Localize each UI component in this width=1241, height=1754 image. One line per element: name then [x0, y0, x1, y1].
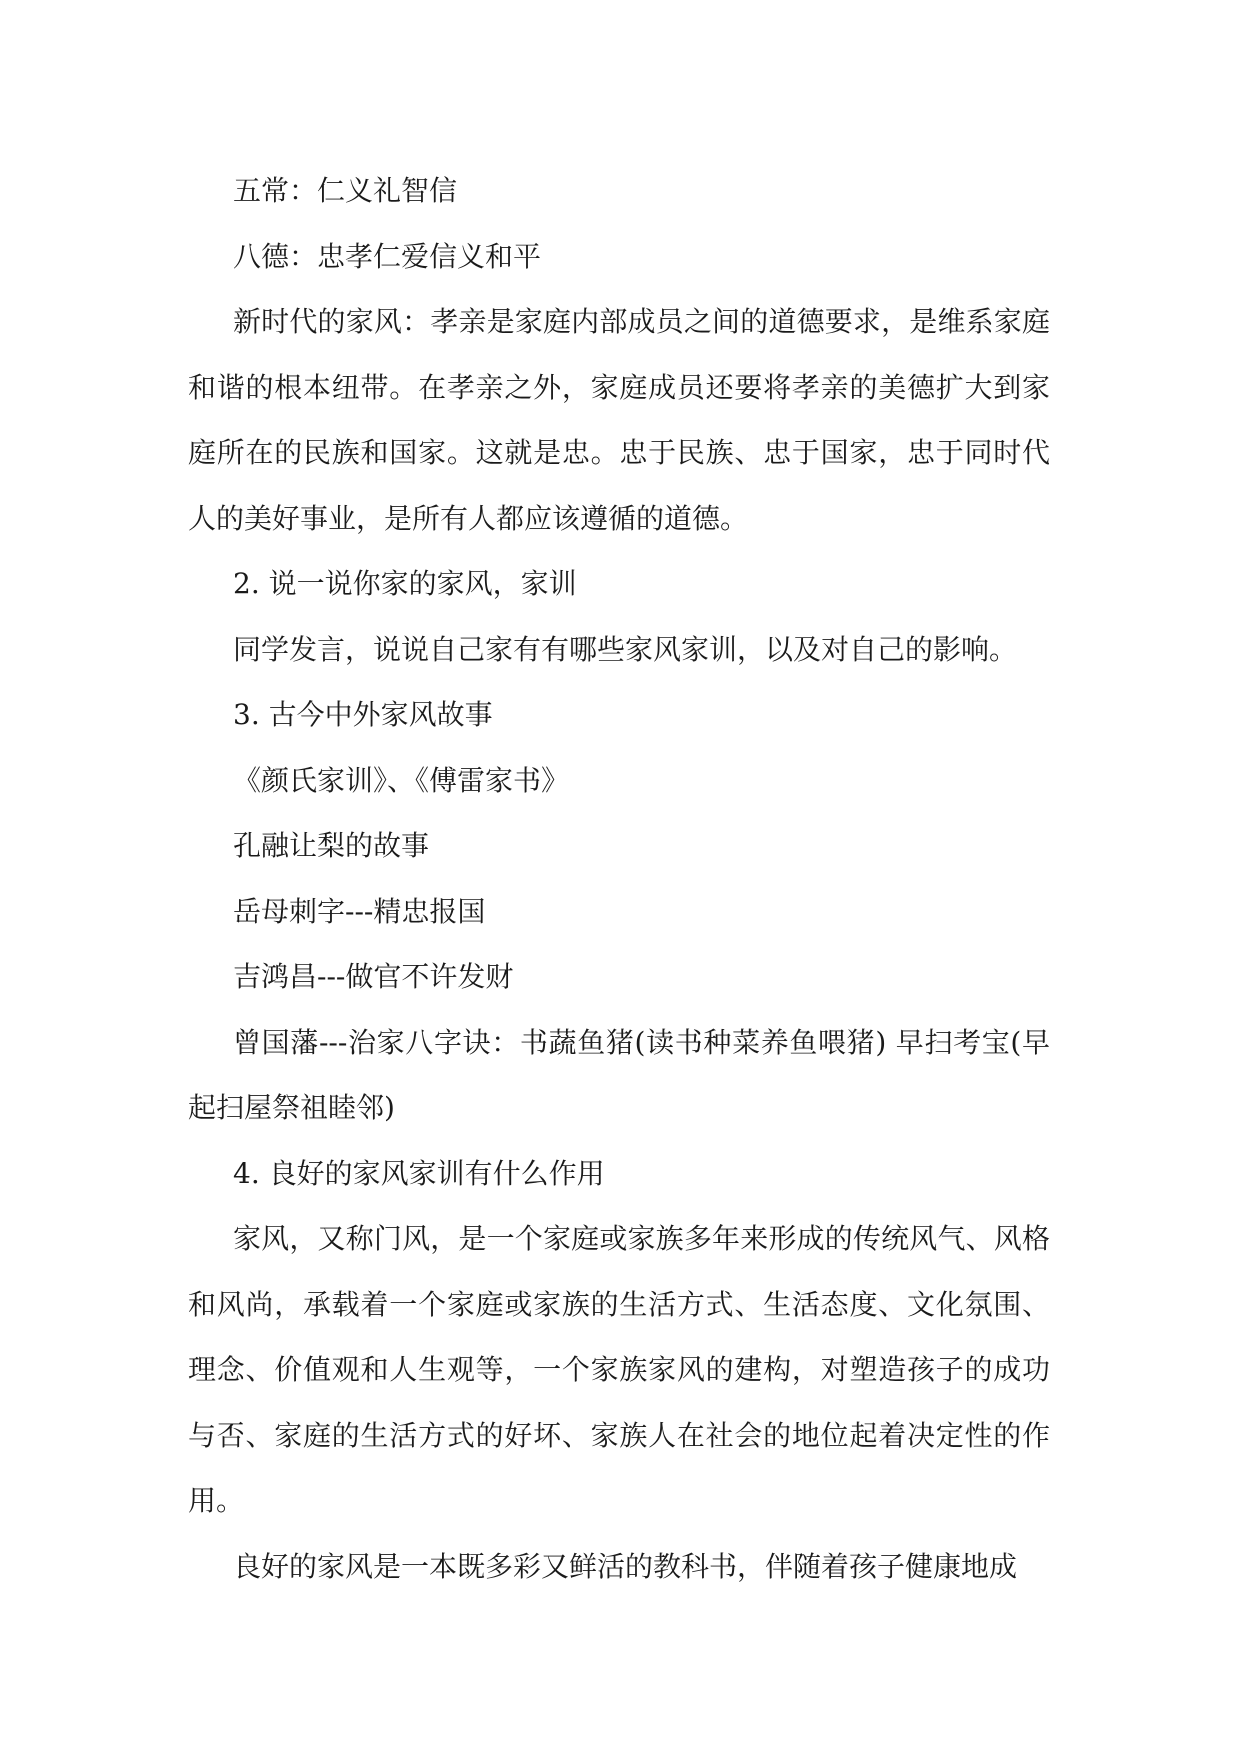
paragraph-good-family-style: 良好的家风是一本既多彩又鲜活的教科书，伴随着孩子健康地成 — [233, 1549, 1018, 1583]
paragraph-story-jihongchang: 吉鸿昌---做官不许发财 — [233, 960, 514, 993]
heading-item-4: 4. 良好的家风家训有什么作用 — [233, 1156, 605, 1190]
document-page — [188, 158, 1050, 1599]
paragraph-student-speech: 同学发言，说说自己家有有哪些家风家训，以及对自己的影响。 — [233, 632, 1018, 666]
paragraph-bade: 八德：忠孝仁爱信义和平 — [233, 239, 542, 273]
heading-item-3: 3. 古今中外家风故事 — [233, 698, 493, 731]
paragraph-story-yuemu: 岳母刺字---精忠报国 — [233, 894, 486, 928]
paragraph-new-era-family-style: 新时代的家风：孝亲是家庭内部成员之间的道德要求，是维系家庭和谐的根本纽带。在孝亲之外，家庭成员还要将孝亲的美德扩大到家庭所在的民族和国家。这就是忠。忠于民族、忠于国家，忠于同时代人的美好事业，是所有人都应该遵循的道德。 — [188, 305, 1050, 535]
heading-item-2: 2. 说一说你家的家风，家训 — [233, 567, 577, 600]
paragraph-story-zengguofan: 曾国藩---治家八字诀：书蔬鱼猪(读书种菜养鱼喂猪) 早扫考宝(早起扫屋祭祖睦邻) — [188, 1025, 1050, 1124]
paragraph-family-style-definition: 家风，又称门风，是一个家庭或家族多年来形成的传统风气、风格和风尚，承载着一个家庭或家族的生活方式、生活态度、文化氛围、理念、价值观和人生观等，一个家族家风的建构，对塑造孩子的成功与否、家庭的生活方式的好坏、家族人在社会的地位起着决定性的作用。 — [188, 1222, 1050, 1517]
paragraph-wuchang: 五常：仁义礼智信 — [233, 174, 458, 207]
paragraph-story-kongrong: 孔融让梨的故事 — [233, 829, 430, 862]
paragraph-books: 《颜氏家训》、《傅雷家书》 — [233, 763, 570, 797]
